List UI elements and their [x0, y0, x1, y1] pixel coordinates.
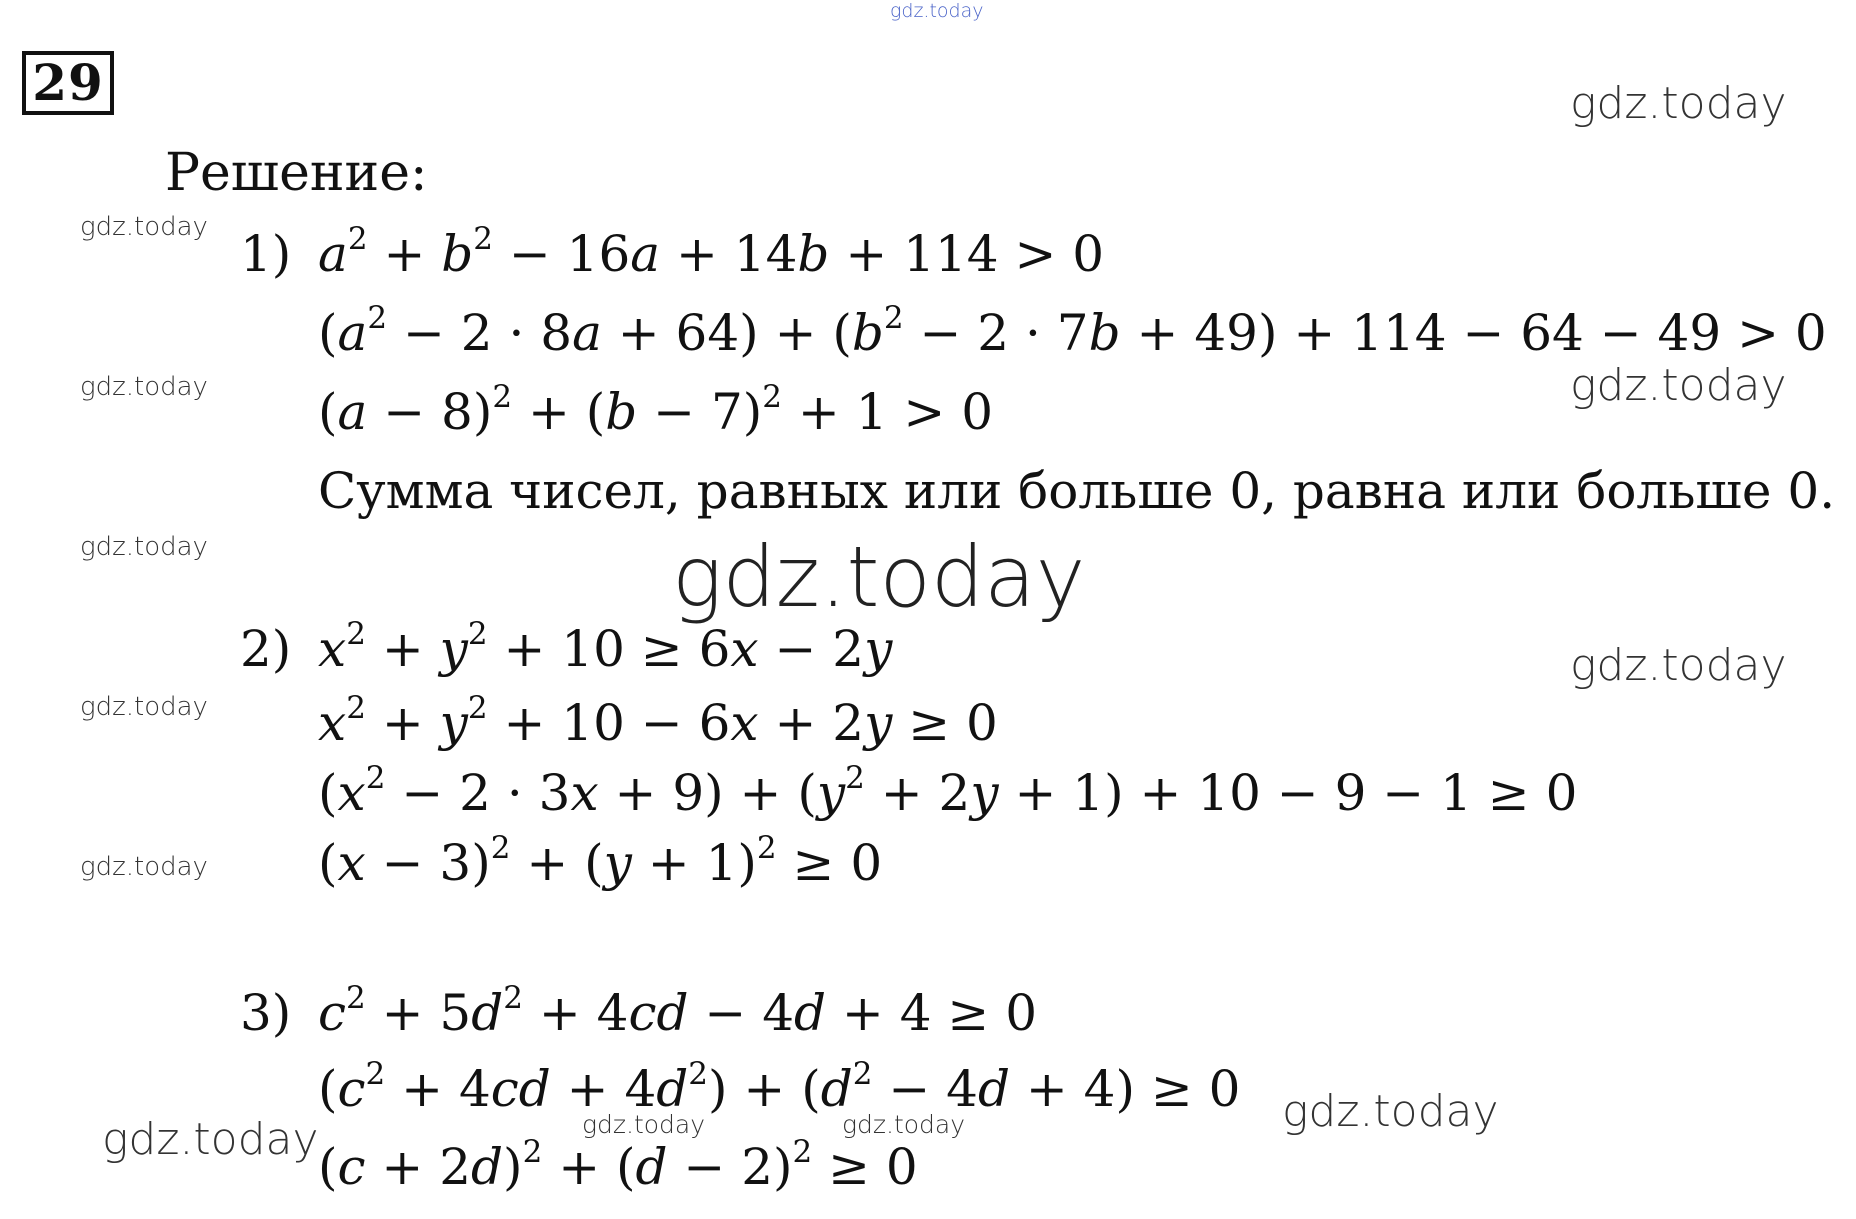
watermark-left-3: gdz.today — [80, 532, 208, 562]
task-number-badge: 29 — [22, 51, 114, 115]
part-2-line-2: $x^2 + y^2 + 10 - 6x + 2y \ge 0$ — [318, 689, 998, 752]
part-1-note: Сумма чисел, равных или больше 0, равна или больше 0. — [318, 462, 1836, 520]
watermark-bottom-mid-1: gdz.today — [582, 1110, 706, 1139]
watermark-right-2: gdz.today — [1570, 360, 1787, 411]
part-2-line-3: $(x^2 - 2 \cdot 3x + 9) + (y^2 + 2y + 1) + 10 - 9 - 1 \ge 0$ — [318, 759, 1578, 822]
part-3-number: 3) — [240, 984, 292, 1042]
part-3-line-2: $(c^2 + 4cd + 4d^2) + (d^2 - 4d + 4) \ge 0$ — [318, 1055, 1241, 1118]
watermark-left-2: gdz.today — [80, 372, 208, 402]
part-1-line-3: $(a - 8)^2 + (b - 7)^2 + 1 > 0$ — [318, 378, 994, 441]
watermark-bottom-left: gdz.today — [102, 1114, 319, 1165]
part-2-line-1: $x^2 + y^2 + 10 \ge 6x - 2y$ — [318, 615, 893, 678]
part-1-line-1: $a^2 + b^2 - 16a + 14b + 114 > 0$ — [318, 220, 1105, 283]
part-3-line-3: $(c + 2d)^2 + (d - 2)^2 \ge 0$ — [318, 1133, 918, 1196]
part-1-line-2: $(a^2 - 2 \cdot 8a + 64) + (b^2 - 2 \cdot 7b + 49) + 114 - 64 - 49 > 0$ — [318, 299, 1827, 362]
watermark-right-3: gdz.today — [1570, 640, 1787, 691]
watermark-bottom-mid-2: gdz.today — [842, 1110, 966, 1139]
watermark-center-large: gdz.today — [672, 528, 1086, 626]
part-3-line-1: $c^2 + 5d^2 + 4cd - 4d + 4 \ge 0$ — [318, 979, 1038, 1042]
watermark-left-4: gdz.today — [80, 692, 208, 722]
watermark-left-1: gdz.today — [80, 212, 208, 242]
solution-heading: Решение: — [165, 143, 428, 203]
part-2-line-4: $(x - 3)^2 + (y + 1)^2 \ge 0$ — [318, 829, 883, 892]
watermark-top: gdz.today — [890, 0, 984, 22]
watermark-right-1: gdz.today — [1570, 78, 1787, 129]
watermark-left-5: gdz.today — [80, 852, 208, 882]
watermark-right-bottom: gdz.today — [1282, 1086, 1499, 1137]
part-1-number: 1) — [240, 225, 292, 283]
part-2-number: 2) — [240, 620, 292, 678]
